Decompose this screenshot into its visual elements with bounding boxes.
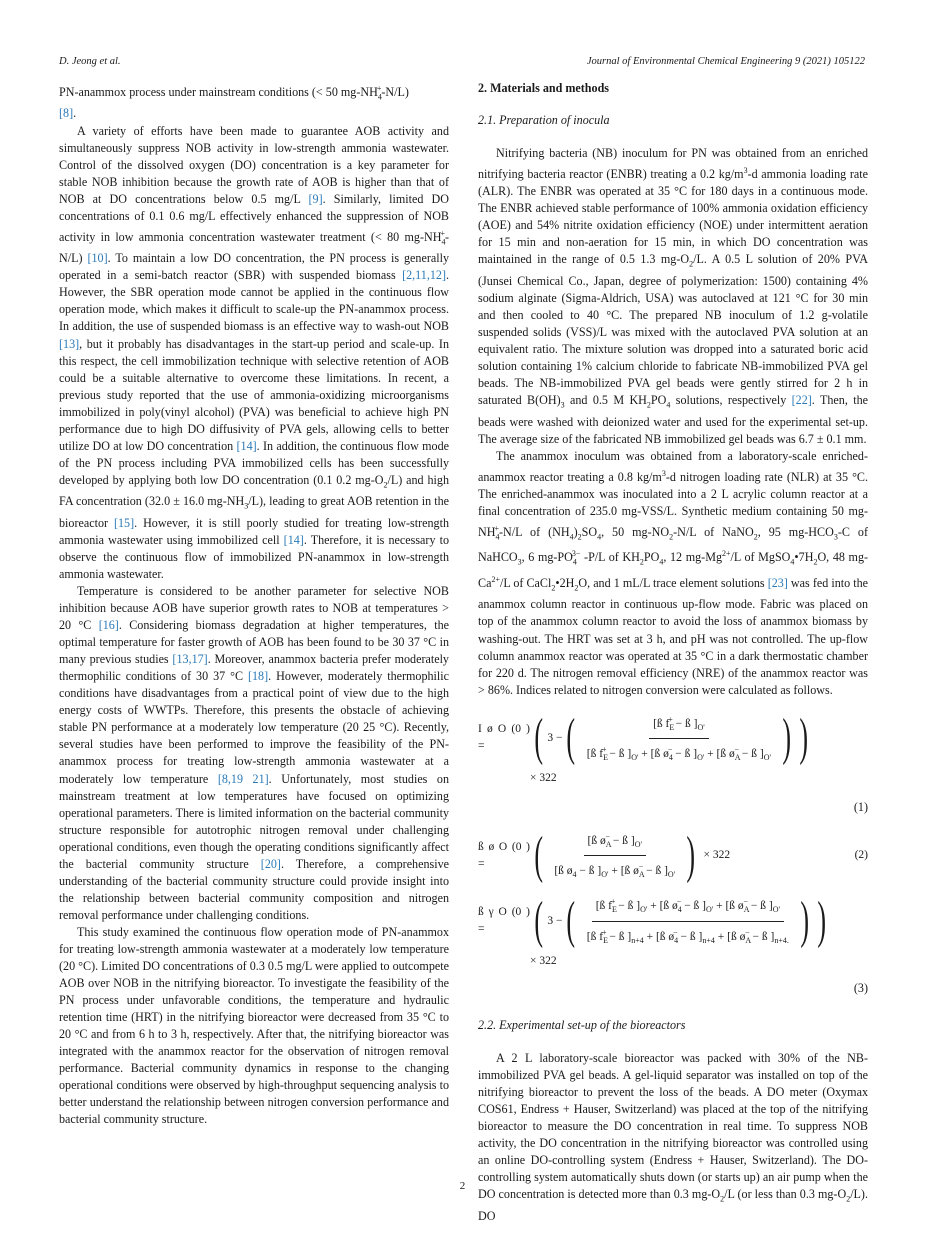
citation-link[interactable]: [14]	[283, 532, 304, 547]
citation-link[interactable]: [10]	[87, 251, 108, 266]
running-header-journal: Journal of Environmental Chemical Engineering 9 (2021) 105122	[586, 56, 865, 67]
citation-link[interactable]: [13,17]	[172, 652, 208, 667]
equation-number: (1)	[853, 800, 868, 815]
citation-link[interactable]: [14]	[236, 438, 257, 453]
paragraph: This study examined the continuous flow operation mode of PN-anammox for treating low-strength ammonia wastewater at a moderately low temperature (20 °C). Limited DO concentrations of 0.3 0.5 mg/L were applied to outcompete AOB over NOB in the nitrifying bioreactor. To investigate the feasibility of the PN process under unfavorable conditions, the temperature and hydraulic retention time (HRT) in the nitrifying bioreactor were decreased from 35 °C to 20 °C and from 6 h to 3 h, respectively. After that, the nitrifying bioreactor was integrated with the anammox reactor for the observation of nitrogen removal performance. Bacterial community dynamics in response to the changing operational conditions were observed by high-throughput sequencing analysis to better understand the relationship between nitrogen conversion performance and bacterial community structure.	[59, 924, 449, 1127]
fraction: $\frac{[ß f_E^+ - ß ]_{O'}}{[ß f_E^+ - ß ]_{O'} + [ß ø_4^- - ß ]_{O'} + [ß ø_A^- - ß ]_{O'}}$	[583, 711, 775, 766]
citation-link[interactable]: [23]	[767, 575, 788, 590]
subsection-heading: 2.1. Preparation of inocula	[478, 113, 610, 128]
paragraph: A 2 L laboratory-scale bioreactor was packed with 30% of the NB-immobilized PVA gel beads. A gel-liquid separator was installed on top of the nitrifying bioreactor to prevent the loss of the beads. A DO meter (Oxymax COS61, Endress + Hauser, Switzerland) was placed at the top of the nitrifying bioreactor to measure the DO concentration in real time. To suppress NOB activity, the DO concentration in the nitrifying bioreactor was controlled using an online DO-controlling system (Endress + Hauser, Switzerland). The DO-controlling system automatically shuts down (or starts up) an air pump when the DO concentration is detected more than 0.3 $mg-O_2/L$ (or less than 0.3 $mg-O_2/L$). DO	[478, 1050, 868, 1223]
citation-link[interactable]: [13]	[59, 336, 80, 351]
left-column	[59, 80, 449, 1129]
citation-link[interactable]: [9]	[308, 191, 323, 206]
paragraph: A variety of efforts have been made to guarantee AOB activity and simultaneously suppress NOB activity in low-strength ammonia wastewater. Control of the dissolved oxygen (DO) concentration is a key parameter for stable NOB inhibition because the growth rate of AOB is higher than that of NOB at DO concentrations below 0.5 mg/L [9]. Similarly, limited DO concentrations of 0.1 0.6 mg/L effectively enhanced the suppression of NOB activity in low ammonia concentration wastewater treatment (< 80 $mg-NH_4^+-N/L$) [10]. To maintain a low DO concentration, the PN process is generally operated in a semi-batch reactor (SBR) with suspended biomass [2,11,12]. However, the SBR operation mode cannot be applied in the continuous flow operation mode, which makes it difficult to scale-up the PN-anammox process. In addition, the use of suspended biomass is an effective way to wash-out NOB [13], but it probably has disadvantages in the start-up period and scale-up. In this respect, the cell immobilization technique with selective retention of AOB could be a suitable alternative to overcome these limitations. In recent, a previous study reported that the use of ammonia-oxidizing microorganisms immobilized in poly(vinyl alcohol) (PVA) was beneficial to achieve high PN performance due to high DO diffusivity of PVA gels, allowing cells to better utilize DO at low DO concentration [14]. In addition, the continuous flow mode of the PN process including PVA immobilized cells has been successfully developed by applying both low DO concentration (0.1 0.2 $mg-O_2/L$) and high FA concentration (32.0 ± 16.0 $mg-NH_3/L$), leading to great AOB retention in the bioreactor [15]. However, it is still poorly studied for treating low-strength ammonia wastewater using immobilized cell [14]. Therefore, it is necessary to observe the continuous flow of immobilized PN-anammox in low-strength ammonia wastewater.	[59, 123, 450, 581]
equation-3: ß γ O (0 ) = ( 3 − ( $\frac{[ß f_E^+ - ß ]_{O'} + [ß ø_4^- - ß ]_{O'} + [ß ø_A^- - ß ]_{O'}}{[ß f_E^+ - ß ]_{n+4} + [ß ø_4^- - ß ]_{n+4} + [ß ø_A^- - ß ]_{n+4.}}$ ) )	[478, 892, 827, 950]
citation-link[interactable]: [8]	[59, 106, 74, 121]
equation-1: I ø O (0 ) = ( 3 − ( $\frac{[ß f_E^+ - ß ]_{O'}}{[ß f_E^+ - ß ]_{O'} + [ß ø_4^- - ß ]_{O'} + [ß ø_A^- - ß ]_{O'}}$ ) )	[478, 709, 809, 767]
page-number: 2	[459, 1180, 466, 1192]
running-header-authors: D. Jeong et al.	[59, 56, 121, 67]
equation-number: (3)	[853, 980, 868, 995]
citation-link[interactable]: [22]	[791, 393, 812, 408]
equation-number: (2)	[854, 849, 868, 862]
paragraph: Nitrifying bacteria (NB) inoculum for PN was obtained from an enriched nitrifying bacteria reactor (ENBR) treating a 0.2 $kg/m^3-d$ ammonia loading rate (ALR). The ENBR was operated at 35 °C for 180 days in a continuous mode. The ENBR achieved stable performance of 100% ammonia oxidation efficiency (AOE) and 54% nitrite oxidation efficiency (NOE) under intermittent aeration for 15 min and non-aeration for 15 min, in which DO concentration was maintained in the range of 0.5 1.3 $mg-O_2/L$. A 0.5 L solution of 20% PVA (Junsei Chemical Co., Japan, degree of polymerization: 1500) containing 4% sodium alginate (Sigma-Aldrich, USA) was autoclaved at 121 °C for 30 min and then cooled to 40 °C. The prepared NB inoculum of 1.2 g-volatile suspended solids (VSS)/L was mixed with the autoclaved PVA solution at an equivalent ratio. The mixture solution was dropped into a saturated boric acid solution containing 1% calcium chloride to fabricate NB-immobilized PVA gel beads. The NB-immobilized PVA gel beads were gently stirred for 2 h in saturated $B(OH)_3$ and 0.5 M $KH_2PO_4$ solutions, respectively [22]. Then, the beads were washed with deionized water and used for the experimental set-up. The average size of the fabricated NB immobilized gel beads was 6.7 ± 0.1 mm.	[478, 146, 868, 446]
equation-1-multiplier: × 322	[530, 772, 557, 785]
section-heading: 2. Materials and methods	[478, 81, 610, 95]
fraction: $\frac{[ß ø_A^- - ß ]_{O'}}{[ß ø_4 - ß ]_{O'} + [ß ø_A^- - ß ]_{O'}}$	[550, 828, 679, 883]
citation-link[interactable]: [20]	[260, 856, 281, 871]
citation-link[interactable]: [18]	[247, 669, 269, 684]
citation-link[interactable]: [15]	[113, 515, 135, 530]
right-column	[478, 80, 868, 1225]
equation-3-multiplier: × 322	[530, 954, 557, 967]
paragraph: PN-anammox process under mainstream conditions (< 50 $mg-NH_4^+-N/L$) [8].	[59, 84, 409, 121]
equation-2: ß ø O (0 ) = ( $\frac{[ß ø_A^- - ß ]_{O'}}{[ß ø_4 - ß ]_{O'} + [ß ø_A^- - ß ]_{O'}}$ ) × 322 (2)	[478, 826, 868, 884]
paragraph: The anammox inoculum was obtained from a laboratory-scale enriched-anammox reactor treating a 0.8 $kg/m^3-d$ nitrogen loading rate (NLR) at 35 °C. The enriched-anammox was inoculated into a 2 L acrylic column reactor at a final concentration of 235.0 mg-VSS/L. Synthetic medium containing 50 $mg-NH_4^+-N/L$ of $(NH_4)_2SO_4$, 50 $mg-NO_2-N/L$ of NaNO$_2$, 95 $mg-HCO_3-C$ of NaHCO$_3$, 6 $mg-PO_4^{3-}$ -P/L of $KH_2PO_4$, 12 $mg-Mg^{2+}/L$ of $MgSO_4•7H_2O$, 48 $mg-Ca^{2+}/L$ of $CaCl_2•2H_2O$, and 1 mL/L trace element solutions [23] was fed into the anammox column reactor in continuous up-flow mode. Fabric was placed on top of the anammox column reactor to avoid the loss of anammox biomass by washing-out. The HRT was set at 3 h, and pH was not controlled. The up-flow column anammox reactor was operated at 35 °C in a dark thermostatic chamber for 220 d. The nitrogen removal efficiency (NRE) of the anammox reactor was > 86%. Indices related to nitrogen conversion were calculated as follows.	[478, 448, 869, 697]
citation-link[interactable]: [2,11,12]	[402, 268, 446, 283]
fraction: $\frac{[ß f_E^+ - ß ]_{O'} + [ß ø_4^- - ß ]_{O'} + [ß ø_A^- - ß ]_{O'}}{[ß f_E^+ - ß ]_{n+4} + [ß ø_4^- - ß ]_{n+4} + [ß ø_A^- - ß ]_{n+4.}}$	[583, 893, 793, 948]
paragraph: Temperature is considered to be another parameter for selective NOB inhibition because AOB have superior growth rates to NOB at temperatures > 20 °C [16]. Considering biomass degradation at higher temperatures, the optimal temperature for faster growth of AOB has been found to be 30 37 °C in many previous studies [13,17]. Moreover, anammox bacteria prefer moderately thermophilic conditions of 30 37 °C [18]. However, moderately thermophilic conditions have disadvantages from a practical point of view due to the high energy costs of WWTPs. Therefore, this presents the obstacle of achieving stable PN performance at a moderately low temperature (20 25 °C). Recently, several studies have been performed to improve the feasibility of the PN-anammox process for treating low-strength ammonia wastewater at a moderately low temperature [8,19 21]. Unfortunately, most studies on mainstream treatment at low temperatures have focused on optimizing operational parameters. There is limited information on the bacterial community structure responsible for autotrophic nitrogen removal under challenging operational conditions, even though the operating conditions significantly affect the bacterial community structure [20]. Therefore, a comprehensive understanding of the bacterial community structure could provide insight into the relationship between bacterial community composition and nitrogen removal performance under challenging conditions.	[59, 584, 450, 922]
subsection-heading: 2.2. Experimental set-up of the bioreactors	[478, 1017, 686, 1032]
citation-link[interactable]: [8,19 21]	[217, 771, 269, 786]
citation-link[interactable]: [16]	[98, 618, 119, 633]
